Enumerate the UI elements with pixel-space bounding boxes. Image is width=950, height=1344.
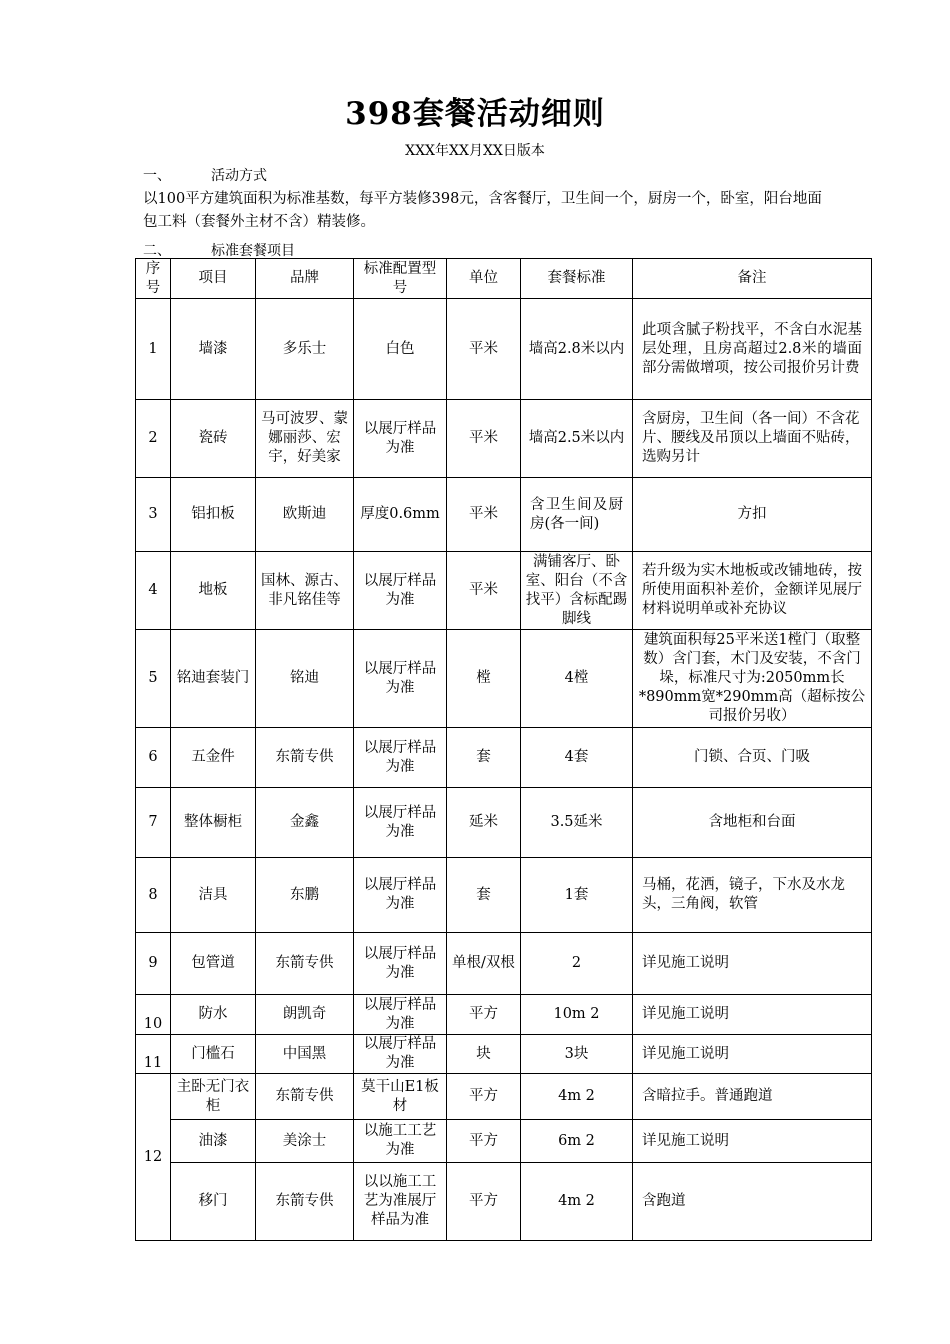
table-row xyxy=(136,728,872,788)
item-cell: 地板 xyxy=(171,552,256,630)
header-cell: 品牌 xyxy=(256,259,354,299)
item-cell: 五金件 xyxy=(171,728,256,788)
model-cell: 以以施工工艺为准展厅样品为准 xyxy=(354,1163,447,1241)
note-cell: 建筑面积每25平米送1樘门（取整数）含门套，木门及安装，不含门垛，标准尺寸为:2050mm长*890mm宽*290mm高（超标按公司报价另收） xyxy=(633,630,872,728)
standard-cell: 含卫生间及厨房(各一间) xyxy=(521,478,633,552)
brand-cell: 多乐士 xyxy=(256,299,354,400)
model-cell: 以展厅样品为准 xyxy=(354,933,447,995)
standard-cell: 1套 xyxy=(521,858,633,933)
intro-paragraph: 以100平方建筑面积为标准基数，每平方装修398元，含客餐厅，卫生间一个，厨房一个，卧室，阳台地面包工料（套餐外主材不含）精装修。 xyxy=(143,191,822,230)
section-number: 二、 xyxy=(143,243,171,259)
note-cell: 含地柜和台面 xyxy=(633,788,872,858)
unit-cell: 单根/双根 xyxy=(447,933,521,995)
unit-cell: 平方 xyxy=(447,1074,521,1120)
row-number: 3 xyxy=(136,478,171,552)
note-cell: 含跑道 xyxy=(633,1163,872,1241)
brand-cell: 东箭专供 xyxy=(256,728,354,788)
item-cell: 防水 xyxy=(171,995,256,1035)
brand-cell: 金鑫 xyxy=(256,788,354,858)
unit-cell: 平米 xyxy=(447,478,521,552)
note-cell: 门锁、合页、门吸 xyxy=(633,728,872,788)
row-number: 10 xyxy=(136,995,171,1035)
unit-cell: 樘 xyxy=(447,630,521,728)
model-cell: 莫干山E1板材 xyxy=(354,1074,447,1120)
table-header-row xyxy=(136,259,872,299)
section-heading-1 xyxy=(143,165,267,185)
brand-cell: 朗凯奇 xyxy=(256,995,354,1035)
model-cell: 厚度0.6mm xyxy=(354,478,447,552)
row-number: 7 xyxy=(136,788,171,858)
standard-cell: 3.5延米 xyxy=(521,788,633,858)
note-cell: 方扣 xyxy=(633,478,872,552)
brand-cell: 铭迪 xyxy=(256,630,354,728)
page-title: 398套餐活动细则 xyxy=(345,96,605,132)
row-number: 11 xyxy=(136,1035,171,1074)
table-row xyxy=(136,1120,872,1163)
unit-cell: 平方 xyxy=(447,1120,521,1163)
item-cell: 瓷砖 xyxy=(171,400,256,478)
unit-cell: 平方 xyxy=(447,995,521,1035)
standard-cell: 2 xyxy=(521,933,633,995)
note-cell: 详见施工说明 xyxy=(633,1120,872,1163)
table-row xyxy=(136,552,872,630)
unit-cell: 块 xyxy=(447,1035,521,1074)
table-row xyxy=(136,1035,872,1074)
brand-cell: 中国黑 xyxy=(256,1035,354,1074)
table-row xyxy=(136,1163,872,1241)
item-cell: 油漆 xyxy=(171,1120,256,1163)
table-row xyxy=(136,299,872,400)
standard-cell: 6m 2 xyxy=(521,1120,633,1163)
item-cell: 门槛石 xyxy=(171,1035,256,1074)
table-row xyxy=(136,858,872,933)
model-cell: 以施工工艺为准 xyxy=(354,1120,447,1163)
table-row xyxy=(136,1074,872,1120)
unit-cell: 平方 xyxy=(447,1163,521,1241)
table-row xyxy=(136,933,872,995)
note-cell: 马桶，花洒，镜子，下水及水龙头，三角阀，软管 xyxy=(633,858,872,933)
brand-cell: 东箭专供 xyxy=(256,1074,354,1120)
model-cell: 以展厅样品为准 xyxy=(354,400,447,478)
header-cell: 套餐标准 xyxy=(521,259,633,299)
row-number: 4 xyxy=(136,552,171,630)
header-cell: 序号 xyxy=(136,259,171,299)
standard-cell: 3块 xyxy=(521,1035,633,1074)
section-label: 标准套餐项目 xyxy=(211,243,295,259)
item-cell: 移门 xyxy=(171,1163,256,1241)
item-cell: 主卧无门衣柜 xyxy=(171,1074,256,1120)
standard-cell: 10m 2 xyxy=(521,995,633,1035)
model-cell: 以展厅样品为准 xyxy=(354,630,447,728)
brand-cell: 马可波罗、蒙娜丽莎、宏宇，好美家 xyxy=(256,400,354,478)
item-cell: 墙漆 xyxy=(171,299,256,400)
standard-cell: 4套 xyxy=(521,728,633,788)
table-row xyxy=(136,995,872,1035)
note-cell: 详见施工说明 xyxy=(633,933,872,995)
note-cell: 若升级为实木地板或改铺地砖，按所使用面积补差价，金额详见展厅材料说明单或补充协议 xyxy=(633,552,872,630)
note-cell: 含暗拉手。普通跑道 xyxy=(633,1074,872,1120)
note-cell: 详见施工说明 xyxy=(633,995,872,1035)
model-cell: 以展厅样品为准 xyxy=(354,728,447,788)
row-number: 12 xyxy=(136,1074,171,1241)
header-cell: 项目 xyxy=(171,259,256,299)
row-number: 6 xyxy=(136,728,171,788)
model-cell: 以展厅样品为准 xyxy=(354,1035,447,1074)
model-cell: 以展厅样品为准 xyxy=(354,552,447,630)
note-cell: 此项含腻子粉找平，不含白水泥基层处理，且房高超过2.8米的墙面部分需做增项，按公司报价另计费 xyxy=(633,299,872,400)
table-row xyxy=(136,478,872,552)
note-cell: 含厨房，卫生间（各一间）不含花片、腰线及吊顶以上墙面不贴砖，选购另计 xyxy=(633,400,872,478)
table-row xyxy=(136,788,872,858)
row-number: 8 xyxy=(136,858,171,933)
row-number: 2 xyxy=(136,400,171,478)
brand-cell: 国林、源古、非凡铭佳等 xyxy=(256,552,354,630)
section-heading-2 xyxy=(143,240,295,260)
model-cell: 白色 xyxy=(354,299,447,400)
brand-cell: 东鹏 xyxy=(256,858,354,933)
version-subtitle: XXX年XX月XX日版本 xyxy=(405,143,545,159)
item-cell: 铝扣板 xyxy=(171,478,256,552)
standard-cell: 4樘 xyxy=(521,630,633,728)
row-number: 1 xyxy=(136,299,171,400)
standard-cell: 4m 2 xyxy=(521,1163,633,1241)
item-cell: 洁具 xyxy=(171,858,256,933)
brand-cell: 欧斯迪 xyxy=(256,478,354,552)
unit-cell: 套 xyxy=(447,728,521,788)
model-cell: 以展厅样品为准 xyxy=(354,788,447,858)
unit-cell: 套 xyxy=(447,858,521,933)
standard-cell: 墙高2.8米以内 xyxy=(521,299,633,400)
package-table xyxy=(135,258,872,1241)
table-row xyxy=(136,400,872,478)
header-cell: 备注 xyxy=(633,259,872,299)
standard-cell: 墙高2.5米以内 xyxy=(521,400,633,478)
unit-cell: 平米 xyxy=(447,552,521,630)
table-row xyxy=(136,630,872,728)
item-cell: 整体橱柜 xyxy=(171,788,256,858)
header-cell: 标准配置型号 xyxy=(354,259,447,299)
standard-cell: 4m 2 xyxy=(521,1074,633,1120)
section-label: 活动方式 xyxy=(211,168,267,184)
brand-cell: 美涂士 xyxy=(256,1120,354,1163)
header-cell: 单位 xyxy=(447,259,521,299)
brand-cell: 东箭专供 xyxy=(256,1163,354,1241)
note-cell: 详见施工说明 xyxy=(633,1035,872,1074)
unit-cell: 平米 xyxy=(447,400,521,478)
model-cell: 以展厅样品为准 xyxy=(354,995,447,1035)
row-number: 5 xyxy=(136,630,171,728)
row-number: 9 xyxy=(136,933,171,995)
model-cell: 以展厅样品为准 xyxy=(354,858,447,933)
unit-cell: 平米 xyxy=(447,299,521,400)
unit-cell: 延米 xyxy=(447,788,521,858)
standard-cell: 满铺客厅、卧室、阳台（不含找平）含标配踢脚线 xyxy=(521,552,633,630)
item-cell: 铭迪套装门 xyxy=(171,630,256,728)
brand-cell: 东箭专供 xyxy=(256,933,354,995)
section-number: 一、 xyxy=(143,168,171,184)
item-cell: 包管道 xyxy=(171,933,256,995)
